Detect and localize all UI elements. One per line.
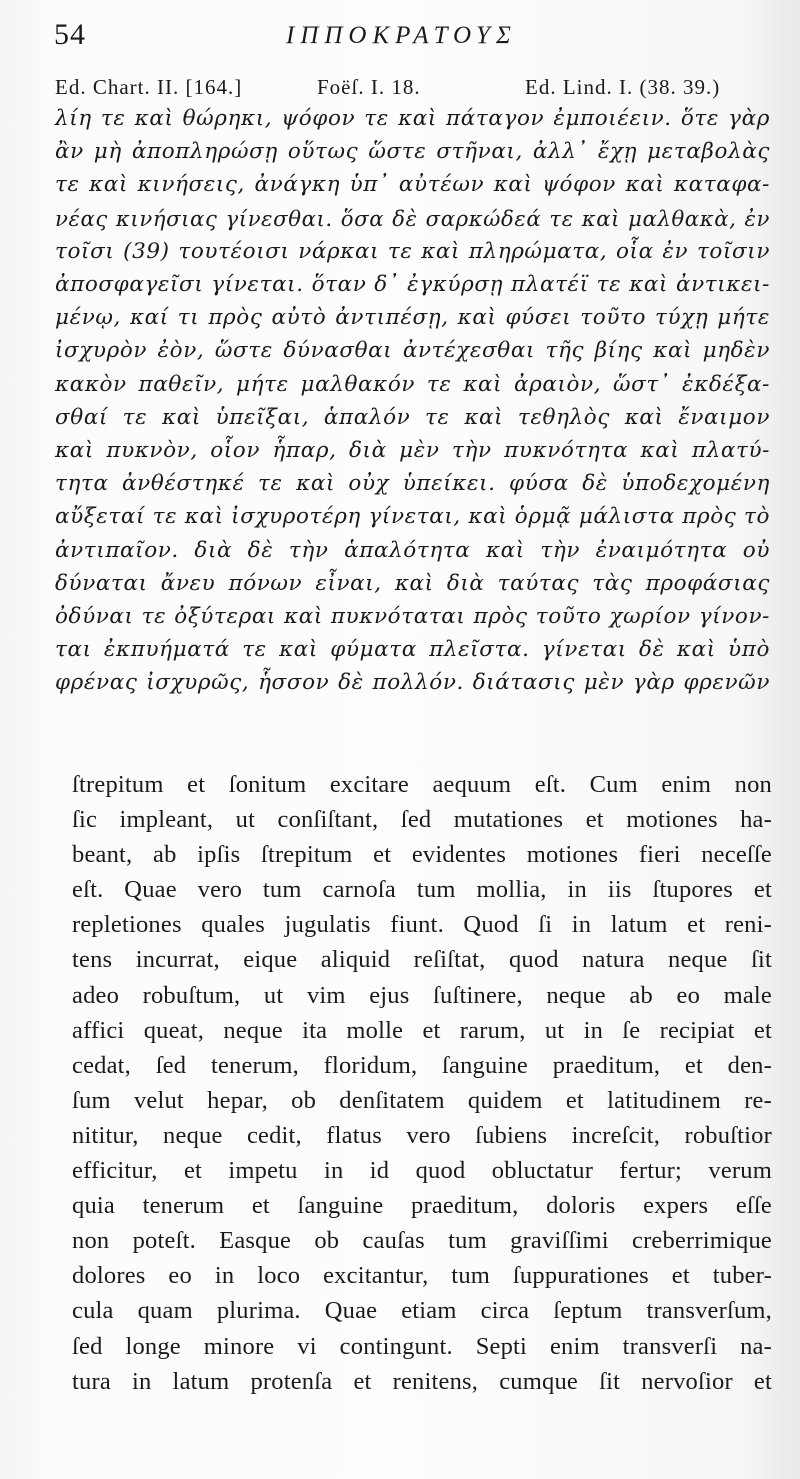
latin-line: ſum velut hepar, ob denſitatem quidem et latitudinem re-	[72, 1086, 772, 1114]
greek-line: ἀποσφαγεῖσι γίνεται. ὅταν δ᾽ ἐγκύρσῃ πλατέϊ τε καὶ ἀντικει-	[55, 272, 770, 298]
greek-text-block	[55, 102, 770, 700]
greek-line: τοῖσι (39) τουτέοισι νάρκαι τε καὶ πληρώματα, οἷα ἐν τοῖσιν	[55, 238, 770, 264]
latin-line: quia tenerum et ſanguine praeditum, doloris expers eſſe	[72, 1192, 772, 1220]
latin-line: dolores eo in loco excitantur, tum ſuppurationes et tuber-	[72, 1262, 772, 1290]
greek-line: αὔξεταί τε καὶ ἰσχυροτέρη γίνεται, καὶ ὁρμᾷ μάλιστα πρὸς τὸ	[55, 504, 770, 530]
latin-line: cula quam plurima. Quae etiam circa ſeptum transverſum,	[72, 1297, 772, 1325]
chartier-edition-reference: Ed. Chart. II. [164.]	[55, 75, 243, 99]
running-title: ΙΠΠΟΚΡΑΤΟΥΣ	[286, 22, 517, 49]
greek-line: δύναται ἄνευ πόνων εἶναι, καὶ διὰ ταύτας τὰς προφάσιας	[55, 570, 770, 596]
latin-line: ſed longe minore vi contingunt. Septi enim transverſi na-	[72, 1332, 772, 1360]
latin-translation-block	[72, 767, 772, 1399]
running-head	[40, 18, 780, 62]
latin-line: affici queat, neque ita molle et rarum, ut in ſe recipiat et	[72, 1016, 772, 1044]
latin-line: non poteſt. Easque ob cauſas tum graviſſimi creberrimique	[72, 1227, 772, 1255]
latin-line: ſic impleant, ut conſiſtant, ſed mutationes et motiones ha-	[72, 806, 772, 834]
latin-line: eſt. Quae vero tum carnoſa tum mollia, in iis ſtupores et	[72, 876, 772, 904]
greek-line: τητα ἀνθέστηκέ τε καὶ οὐχ ὑπείκει. φύσα δὲ ὑποδεχομένη	[55, 471, 770, 497]
greek-line: νέας κινήσιας γίνεσθαι. ὅσα δὲ σαρκώδεά τε καὶ μαλθακὰ, ἐν	[55, 205, 770, 231]
latin-line: tura in latum protenſa et renitens, cumque ſit nervoſior et	[72, 1367, 772, 1395]
foesius-edition-reference: Foëſ. I. 18.	[317, 75, 421, 99]
latin-line: repletiones quales jugulatis fiunt. Quod ſi in latum et reni-	[72, 911, 772, 939]
page-number: 54	[54, 18, 86, 51]
greek-line: μένῳ, καί τι πρὸς αὐτὸ ἀντιπέσῃ, καὶ φύσει τοῦτο τύχῃ μήτε	[55, 305, 770, 331]
greek-line: ἂν μὴ ἀποπληρώσῃ οὕτως ὥστε στῆναι, ἀλλ᾽ ἔχῃ μεταβολὰς	[55, 139, 770, 165]
latin-line: cedat, ſed tenerum, floridum, ſanguine praeditum, et den-	[72, 1051, 772, 1079]
latin-line: efficitur, et impetu in id quod obluctatur fertur; verum	[72, 1157, 772, 1185]
latin-line: nititur, neque cedit, flatus vero ſubiens increſcit, robuſtior	[72, 1121, 772, 1149]
greek-line: λίη τε καὶ θώρηκι, ψόφον τε καὶ πάταγον ἐμποιέειν. ὅτε γὰρ	[55, 106, 770, 131]
latin-line: ſtrepitum et ſonitum excitare aequum eſt. Cum enim non	[72, 771, 772, 798]
linden-edition-reference: Ed. Lind. I. (38. 39.)	[525, 75, 721, 99]
greek-line: κακὸν παθεῖν, μήτε μαλθακόν τε καὶ ἀραιὸν, ὥστ᾽ ἐκδέξα-	[55, 371, 770, 397]
greek-line: ἰσχυρὸν ἐὸν, ὥστε δύνασθαι ἀντέχεσθαι τῆς βίης καὶ μηδὲν	[55, 338, 770, 364]
latin-line: adeo robuſtum, ut vim ejus ſuſtinere, neque ab eo male	[72, 981, 772, 1009]
edition-references	[55, 75, 795, 103]
greek-line: σθαί τε καὶ ὑπεῖξαι, ἁπαλόν τε καὶ τεθηλὸς καὶ ἔναιμον	[55, 404, 770, 430]
latin-line: beant, ab ipſis ſtrepitum et evidentes motiones fieri neceſſe	[72, 841, 772, 869]
greek-line: καὶ πυκνὸν, οἷον ἧπαρ, διὰ μὲν τὴν πυκνότητα καὶ πλατύ-	[55, 438, 770, 464]
greek-line: ται ἐκπυήματά τε καὶ φύματα πλεῖστα. γίνεται δὲ καὶ ὑπὸ	[55, 637, 770, 663]
greek-line: τε καὶ κινήσεις, ἀνάγκη ὑπ᾽ αὐτέων καὶ ψόφον καὶ καταφα-	[55, 172, 770, 198]
greek-line: φρένας ἰσχυρῶς, ἧσσον δὲ πολλόν. διάτασις μὲν γὰρ φρενῶν	[55, 670, 770, 696]
latin-line: tens incurrat, eique aliquid reſiſtat, quod natura neque ſit	[72, 946, 772, 974]
greek-line: ὀδύναι τε ὀξύτεραι καὶ πυκνόταται πρὸς τοῦτο χωρίον γίνον-	[55, 604, 770, 630]
greek-line: ἀντιπαῖον. διὰ δὲ τὴν ἁπαλότητα καὶ τὴν ἐναιμότητα οὐ	[55, 537, 770, 563]
